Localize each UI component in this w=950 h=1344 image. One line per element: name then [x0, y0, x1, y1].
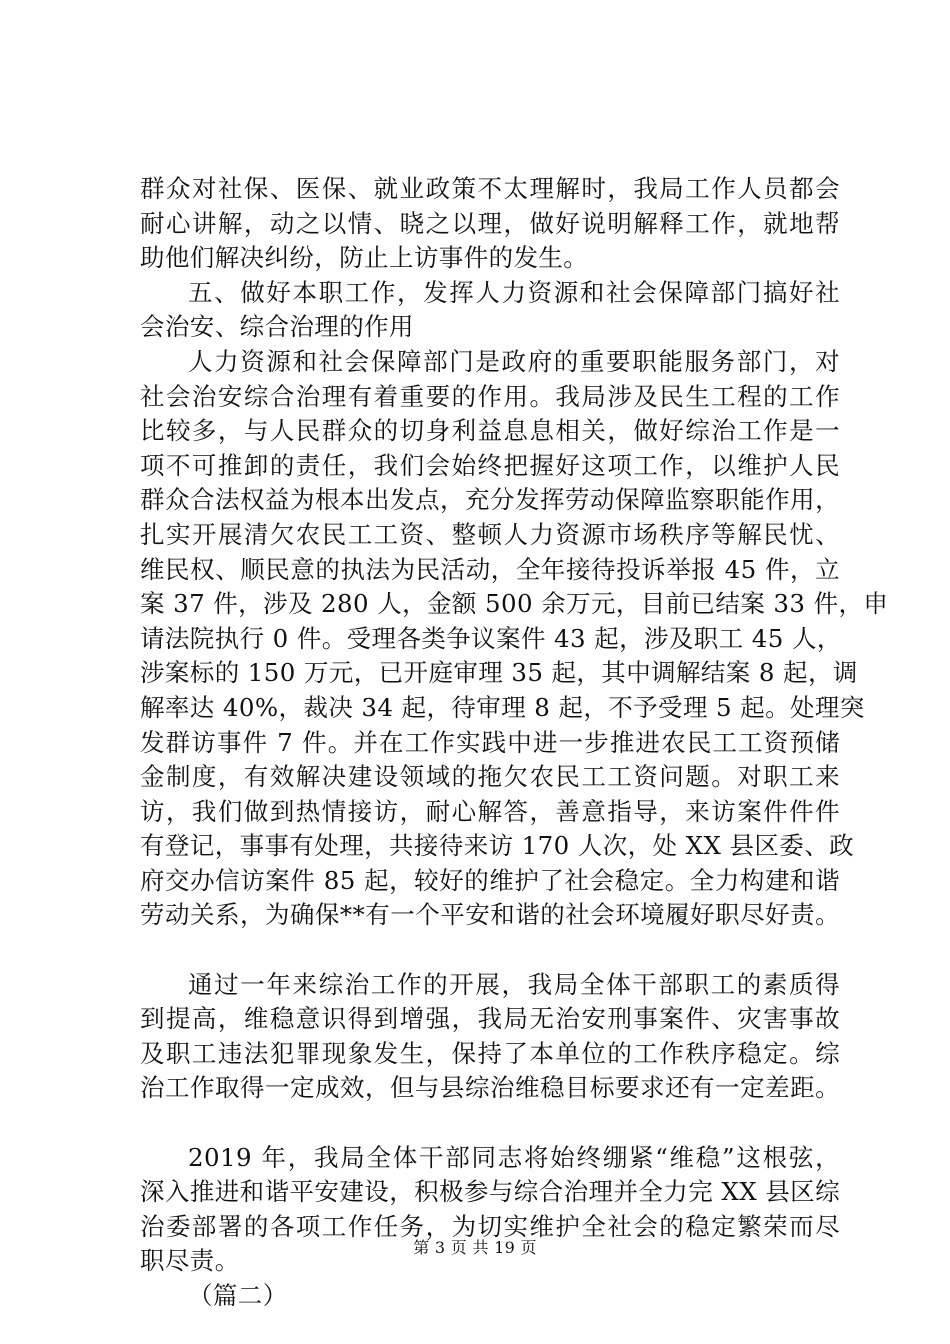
text-line: 深入推进和谐平安建设，积极参与综合治理并全力完 XX 县区综 [140, 1177, 840, 1207]
text-line: 金制度，有效解决建设领域的拖欠农民工工资问题。对职工来 [140, 762, 840, 792]
text-line: 维民权、顺民意的执法为民活动，全年接待投诉举报 45 件，立 [140, 554, 840, 584]
text-line: 群众合法权益为根本出发点，充分发挥劳动保障监察职能作用， [140, 485, 840, 515]
text-line: 发群访事件 7 件。并在工作实践中进一步推进农民工工资预储 [140, 727, 840, 757]
paragraph-gap [140, 933, 840, 968]
page-footer: 第 3 页 共 19 页 [413, 1238, 537, 1257]
text-line: 通过一年来综治工作的开展，我局全体干部职工的素质得 [188, 969, 840, 999]
text-line: 人力资源和社会保障部门是政府的重要职能服务部门，对 [188, 346, 840, 376]
text-line: 案 37 件，涉及 280 人，金额 500 余万元，目前已结案 33 件，申 [140, 589, 889, 619]
text-line: 府交办信访案件 85 起，较好的维护了社会稳定。全力构建和谐 [140, 865, 840, 895]
text-line: 到提高，维稳意识得到增强，我局无治安刑事案件、灾害事故 [140, 1004, 840, 1034]
text-line: 解率达 40%，裁决 34 起，待审理 8 起，不予受理 5 起。处理突 [140, 692, 865, 722]
document-body [140, 172, 889, 1314]
text-line: 劳动关系，为确保**有一个平安和谐的社会环境履好职尽好责。 [140, 900, 840, 930]
text-line: 社会治安综合治理有着重要的作用。我局涉及民生工程的工作 [140, 381, 840, 411]
text-line: 治工作取得一定成效，但与县综治维稳目标要求还有一定差距。 [140, 1073, 840, 1103]
text-line: 耐心讲解，动之以情、晓之以理，做好说明解释工作，就地帮 [140, 208, 840, 238]
section-heading: 五、做好本职工作，发挥人力资源和社会保障部门搞好社 [188, 277, 840, 307]
section-heading: 会治安、综合治理的作用 [140, 312, 414, 342]
text-line: 比较多，与人民群众的切身利益息息相关，做好综治工作是一 [140, 416, 840, 446]
text-line: 涉案标的 150 万元，已开庭审理 35 起，其中调解结案 8 起，调 [140, 658, 858, 688]
text-line: 项不可推卸的责任，我们会始终把握好这项工作，以维护人民 [140, 450, 840, 480]
text-line: 2019 年，我局全体干部同志将始终绷紧“维稳”这根弦， [188, 1142, 840, 1172]
section-label: （篇二） [188, 1281, 288, 1310]
paragraph-gap [140, 1106, 840, 1141]
text-line: 访，我们做到热情接访，耐心解答，善意指导，来访案件件件 [140, 796, 840, 826]
text-line: 及职工违法犯罪现象发生，保持了本单位的工作秩序稳定。综 [140, 1038, 840, 1068]
text-line: 扎实开展清欠农民工工资、整顿人力资源市场秩序等解民忧、 [140, 519, 840, 549]
text-line: 助他们解决纠纷，防止上访事件的发生。 [140, 243, 589, 273]
text-line: 职尽责。 [140, 1246, 240, 1276]
text-line: 有登记，事事有处理，共接待来访 170 人次，处 XX 县区委、政 [140, 831, 854, 861]
text-line: 请法院执行 0 件。受理各类争议案件 43 起，涉及职工 45 人， [140, 623, 842, 653]
text-line: 群众对社保、医保、就业政策不太理解时，我局工作人员都会 [140, 174, 840, 203]
text-line: 治委部署的各项工作任务，为切实维护全社会的稳定繁荣而尽 [140, 1211, 840, 1241]
